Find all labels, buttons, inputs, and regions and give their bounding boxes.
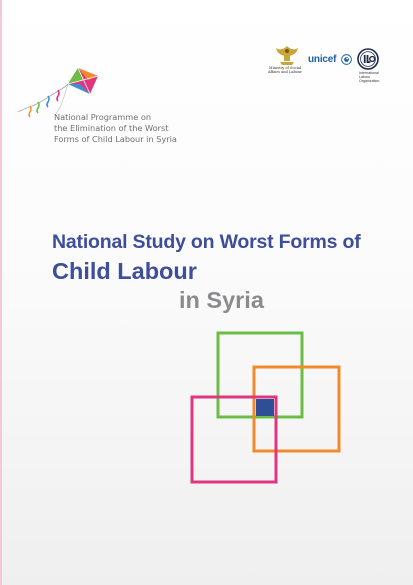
title-line-1: National Study on Worst Forms of xyxy=(52,231,361,253)
partner-logos xyxy=(268,44,398,86)
overlapping-squares-graphic xyxy=(188,328,348,488)
ministry-emblem-icon xyxy=(268,44,306,66)
center-square xyxy=(256,399,274,416)
ministry-line: Ministry of Social xyxy=(268,66,302,70)
ilo-emblem-icon xyxy=(357,48,379,70)
ilo-name xyxy=(359,71,399,84)
programme-line: Forms of Child Labour in Syria xyxy=(54,134,177,144)
title-line-2: Child Labour xyxy=(52,258,197,284)
programme-line: National Programme on xyxy=(54,112,152,122)
unicef-globe-icon xyxy=(341,54,352,65)
title-line-3: in Syria xyxy=(179,287,264,313)
ilo-line: Organization xyxy=(359,79,380,84)
ministry-line: Affairs and Labour xyxy=(267,70,302,75)
programme-line: the Elimination of the Worst xyxy=(54,123,169,133)
ministry-name xyxy=(262,66,308,74)
left-edge-line xyxy=(0,0,2,585)
ilo-line: International xyxy=(359,71,379,75)
unicef-logo-text: unicef xyxy=(308,54,337,65)
programme-name xyxy=(54,112,254,145)
ilo-line: Labour xyxy=(359,75,371,80)
